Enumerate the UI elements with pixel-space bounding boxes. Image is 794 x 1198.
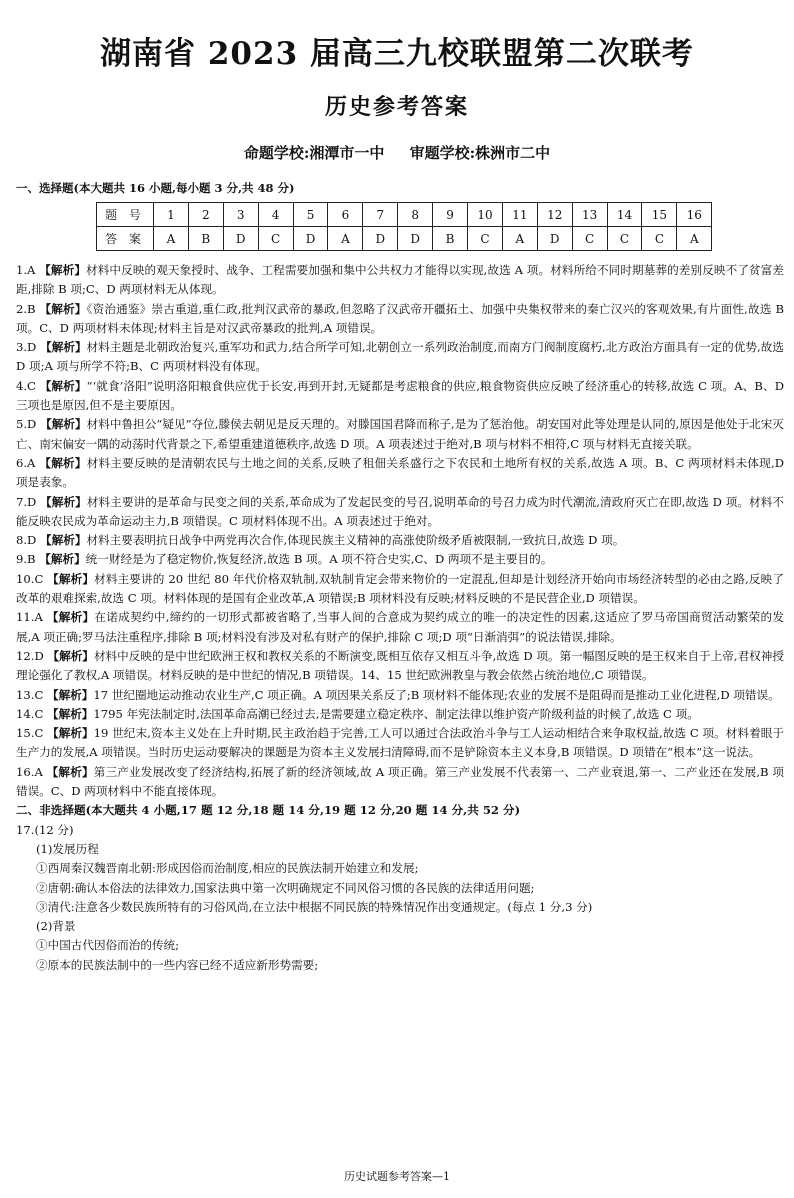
explanation-item (16, 454, 784, 493)
analysis-tag: 【解析】 (47, 648, 94, 663)
item-answer: 15.C (16, 726, 44, 741)
analysis-tag: 【解析】 (47, 571, 95, 586)
answer-cell: A (328, 227, 363, 251)
document-title: 湖南省 2023 届高三九校联盟第二次联考 (100, 36, 694, 72)
analysis-text: “‘就食’洛阳”说明洛阳粮食供应优于长安,再到开封,无疑都是考虑粮食的供应,粮食物资供应反映了经济重心的转移,故选 C 项。A、B、D 三项也是原因,但不是主要原因。 (16, 378, 784, 413)
explanation-item (16, 647, 784, 686)
explanation-item (16, 261, 784, 300)
explanation-item (16, 705, 784, 724)
page-footer: 历史试题参考答案—1 (344, 1170, 450, 1183)
choice-explanations (16, 261, 784, 801)
analysis-tag: 【解析】 (47, 706, 94, 721)
analysis-text: 17 世纪圈地运动推动农业生产,C 项正确。A 项因果关系反了;B 项材料不能体现;农业的发展不是阻碍而是推动工业化进程,D 项错误。 (93, 687, 780, 702)
item-answer: 10.C (16, 571, 44, 586)
analysis-tag: 【解析】 (40, 494, 87, 509)
answer-cell: A (154, 227, 189, 251)
question-number-cell: 13 (572, 203, 607, 227)
answer-cell: C (642, 227, 677, 251)
analysis-text: 材料中反映的观天象授时、战争、工程需要加强和集中公共权力才能得以实现,故选 A 项。材料所给不同时期墓葬的差别反映不了贫富差距,排除 B 项;C、D 两项材料无从体现。 (16, 263, 785, 297)
question-number-cell: 3 (223, 203, 258, 227)
section2-heading: 二、非选择题(本大题共 4 小题,17 题 12 分,18 题 14 分,19 题 12 分,20 题 14 分,共 52 分) (16, 803, 521, 818)
item-answer: 14.C (16, 706, 44, 721)
school-info (0, 142, 794, 163)
analysis-tag: 【解析】 (39, 455, 87, 470)
analysis-text: 材料主题是北朝政治复兴,重军功和武力,结合所学可知,北朝创立一系列政治制度,而南方门阀制度腐朽,北方政治方面具有一定的优势,故选 D 项;A 项与所学不符;B、C 两项材料没有体现。 (16, 340, 784, 374)
item-answer: 2.B (16, 301, 36, 316)
explanation-item (16, 570, 784, 609)
answer-cell: D (223, 227, 258, 251)
q17-part1-label: (1)发展历程 (36, 841, 99, 856)
q17-point: ②唐朝:确认本俗法的法律效力,国家法典中第一次明确规定不同风俗习惯的各民族的法律适用问题; (36, 880, 535, 895)
answer-cell: D (363, 227, 398, 251)
item-answer: 12.D (16, 648, 44, 663)
item-answer: 5.D (16, 417, 37, 432)
answer-cell: A (677, 227, 712, 251)
analysis-text: 材料主要反映的是清朝农民与土地之间的关系,反映了租佃关系盛行之下农民和土地所有权的关系,故选 A 项。B、C 两项材料未体现,D 项是表象。 (16, 455, 784, 490)
analysis-text: 材料主要表明抗日战争中两党再次合作,体现民族主义精神的高涨使阶级矛盾被限制,一致抗日,故选 D 项。 (86, 533, 625, 548)
item-answer: 9.B (16, 552, 36, 567)
analysis-text: 材料主要讲的是革命与民变之间的关系,革命成为了发起民变的号召,说明革命的号召力成为时代潮流,清政府灭亡在即,故选 D 项。材料不能反映农民成为革命运动主力,B 项错误。C 项材料体现不出。A 项表述过于绝对。 (16, 494, 784, 528)
question-number-cell: 16 (677, 203, 712, 227)
question-number-cell: 1 (154, 203, 189, 227)
analysis-text: 《资治通鉴》崇古重道,重仁政,批判汉武帝的暴政,但忽略了汉武帝开疆拓土、加强中央集权带来的秦亡汉兴的客观效果,有片面性,故选 B 项。C、D 两项材料未体现;材料主旨是对汉武帝暴政的批判,A 项错误。 (16, 301, 784, 335)
q17-part2-list (16, 936, 784, 975)
item-answer: 3.D (16, 340, 37, 355)
analysis-text: 第三产业发展改变了经济结构,拓展了新的经济领域,故 A 项正确。第三产业发展不代表第一、二产业衰退,第一、二产业还在发展,B 项错误。C、D 两项材料中不能直接体现。 (16, 764, 784, 799)
q17-part1-list (16, 859, 784, 917)
question-number-cell: 15 (642, 203, 677, 227)
analysis-tag: 【解析】 (39, 552, 86, 567)
q17-point: ①西周秦汉魏晋南北朝:形成因俗而治制度,相应的民族法制开始建立和发展; (36, 861, 419, 876)
explanation-item (16, 686, 784, 705)
analysis-text: 19 世纪末,资本主义处在上升时期,民主政治趋于完善,工人可以通过合法政治斗争与工人运动相结合来争取权益,故选 C 项。材料着眼于生产力的发展,A 项错误。当时历史运动要解决的课题是为资本主义发展扫清障碍,而不是铲除资本主义本身,B 项错误。D 项错在“根本”这一说法。 (16, 726, 784, 760)
question-number-cell: 2 (188, 203, 223, 227)
analysis-tag: 【解析】 (39, 263, 87, 277)
analysis-text: 材料主要讲的 20 世纪 80 年代价格双轨制,双轨制肯定会带来物价的一定混乱,但却是计划经济开始向市场经济转型的必由之路,反映了改革的艰难探索,故选 C 项。材料体现的是国有企业改革,A 项错误;B 项材料没有反映;材料反映的不是民营企业,D 项错误。 (16, 571, 784, 606)
item-answer: 1.A (16, 263, 36, 277)
question-number-cell: 4 (258, 203, 293, 227)
item-answer: 6.A (16, 455, 36, 470)
question-number-cell: 10 (468, 203, 503, 227)
analysis-text: 材料中反映的是中世纪欧洲王权和教权关系的不断演变,既相互依存又相互斗争,故选 D 项。第一幅图反映的是王权来自于上帝,君权神授理论强化了教权,A 项错误。材料反映的是中世纪的情况,B 项错误。14、15 世纪欧洲教皇与教会依然占统治地位,C 项错误。 (16, 648, 784, 683)
explanation-item (16, 531, 784, 550)
analysis-tag: 【解析】 (40, 417, 87, 432)
analysis-text: 1795 年宪法制定时,法国革命高潮已经过去,是需要建立稳定秩序、制定法律以维护资产阶级利益的时候了,故选 C 项。 (93, 706, 699, 721)
explanation-item (16, 550, 784, 569)
answer-row-label: 答 案 (97, 227, 154, 251)
explanation-item (16, 338, 784, 377)
analysis-tag: 【解析】 (46, 610, 95, 625)
q17-label: 17.(12 分) (16, 822, 74, 837)
answer-body (16, 261, 784, 975)
q17-point: ③清代:注意各少数民族所特有的习俗风尚,在立法中根据不同民族的特殊情况作出变通规定。(每点 1 分,3 分) (36, 899, 593, 914)
question-number-cell: 5 (293, 203, 328, 227)
item-answer: 4.C (16, 378, 36, 393)
answer-cell: D (398, 227, 433, 251)
document-subtitle: 历史参考答案 (324, 94, 469, 120)
explanation-item (16, 493, 784, 532)
answer-cell: C (468, 227, 503, 251)
item-answer: 7.D (16, 494, 37, 509)
answer-cell: D (293, 227, 328, 251)
item-answer: 16.A (16, 764, 43, 779)
explanation-item (16, 724, 784, 763)
item-answer: 11.A (16, 610, 43, 625)
analysis-text: 在诺成契约中,缔约的一切形式都被省略了,当事人间的合意成为契约成立的唯一的决定性的因素,这适应了罗马帝国商贸活动繁荣的发展,A 项正确;罗马法注重程序,排除 B 项;材料没有涉及对私有财产的保护,排除 C 项;D 项“日渐消弭”的说法错误,排除。 (16, 610, 784, 644)
item-answer: 13.C (16, 687, 44, 702)
explanation-item (16, 415, 784, 454)
explanation-item (16, 763, 784, 802)
question-number-cell: 7 (363, 203, 398, 227)
analysis-tag: 【解析】 (40, 340, 87, 355)
answer-cell: D (537, 227, 572, 251)
explanation-item (16, 377, 784, 416)
explanation-item (16, 300, 784, 339)
analysis-text: 统一财经是为了稳定物价,恢复经济,故选 B 项。A 项不符合史实,C、D 两项不是主要目的。 (85, 552, 553, 567)
question-number-cell: 8 (398, 203, 433, 227)
answer-cell: B (188, 227, 223, 251)
analysis-text: 材料中鲁担公“疑见”夺位,滕侯去朝见是反天理的。对滕国国君降而称子,是为了惩治他。胡安国对此等处理是认同的,原因是他处于北宋灭亡、南宋偏安一隅的动荡时代背景之下,希望重建道德秩序,故选 D 项。A 项表述过于绝对,B 项与材料不相符,C 项与材料无直接关联。 (16, 417, 784, 451)
question-number-cell: 12 (537, 203, 572, 227)
answer-table (96, 202, 712, 251)
analysis-tag: 【解析】 (39, 301, 87, 316)
q17-point: ①中国古代因俗而治的传统; (36, 938, 180, 953)
analysis-tag: 【解析】 (47, 726, 94, 741)
analysis-tag: 【解析】 (40, 533, 87, 548)
answer-table-answer-row (97, 227, 712, 251)
analysis-tag: 【解析】 (46, 764, 94, 779)
explanation-item (16, 608, 784, 647)
reviewer-school: 审题学校:株洲市二中 (409, 144, 551, 162)
question-number-cell: 11 (502, 203, 537, 227)
answer-table-number-row (97, 203, 712, 227)
question-number-cell: 9 (433, 203, 468, 227)
analysis-tag: 【解析】 (39, 378, 87, 393)
answer-cell: C (607, 227, 642, 251)
answer-cell: A (502, 227, 537, 251)
q17-point: ②原本的民族法制中的一些内容已经不适应新形势需要; (36, 957, 319, 972)
analysis-tag: 【解析】 (47, 687, 94, 702)
question-number-cell: 14 (607, 203, 642, 227)
number-row-label: 题 号 (97, 203, 154, 227)
section1-heading: 一、选择题(本大题共 16 小题,每小题 3 分,共 48 分) (16, 181, 295, 195)
answer-cell: B (433, 227, 468, 251)
item-answer: 8.D (16, 533, 37, 548)
answer-cell: C (572, 227, 607, 251)
answer-cell: C (258, 227, 293, 251)
question-number-cell: 6 (328, 203, 363, 227)
q17-part2-label: (2)背景 (36, 919, 76, 934)
proposer-school: 命题学校:湘潭市一中 (243, 144, 385, 162)
